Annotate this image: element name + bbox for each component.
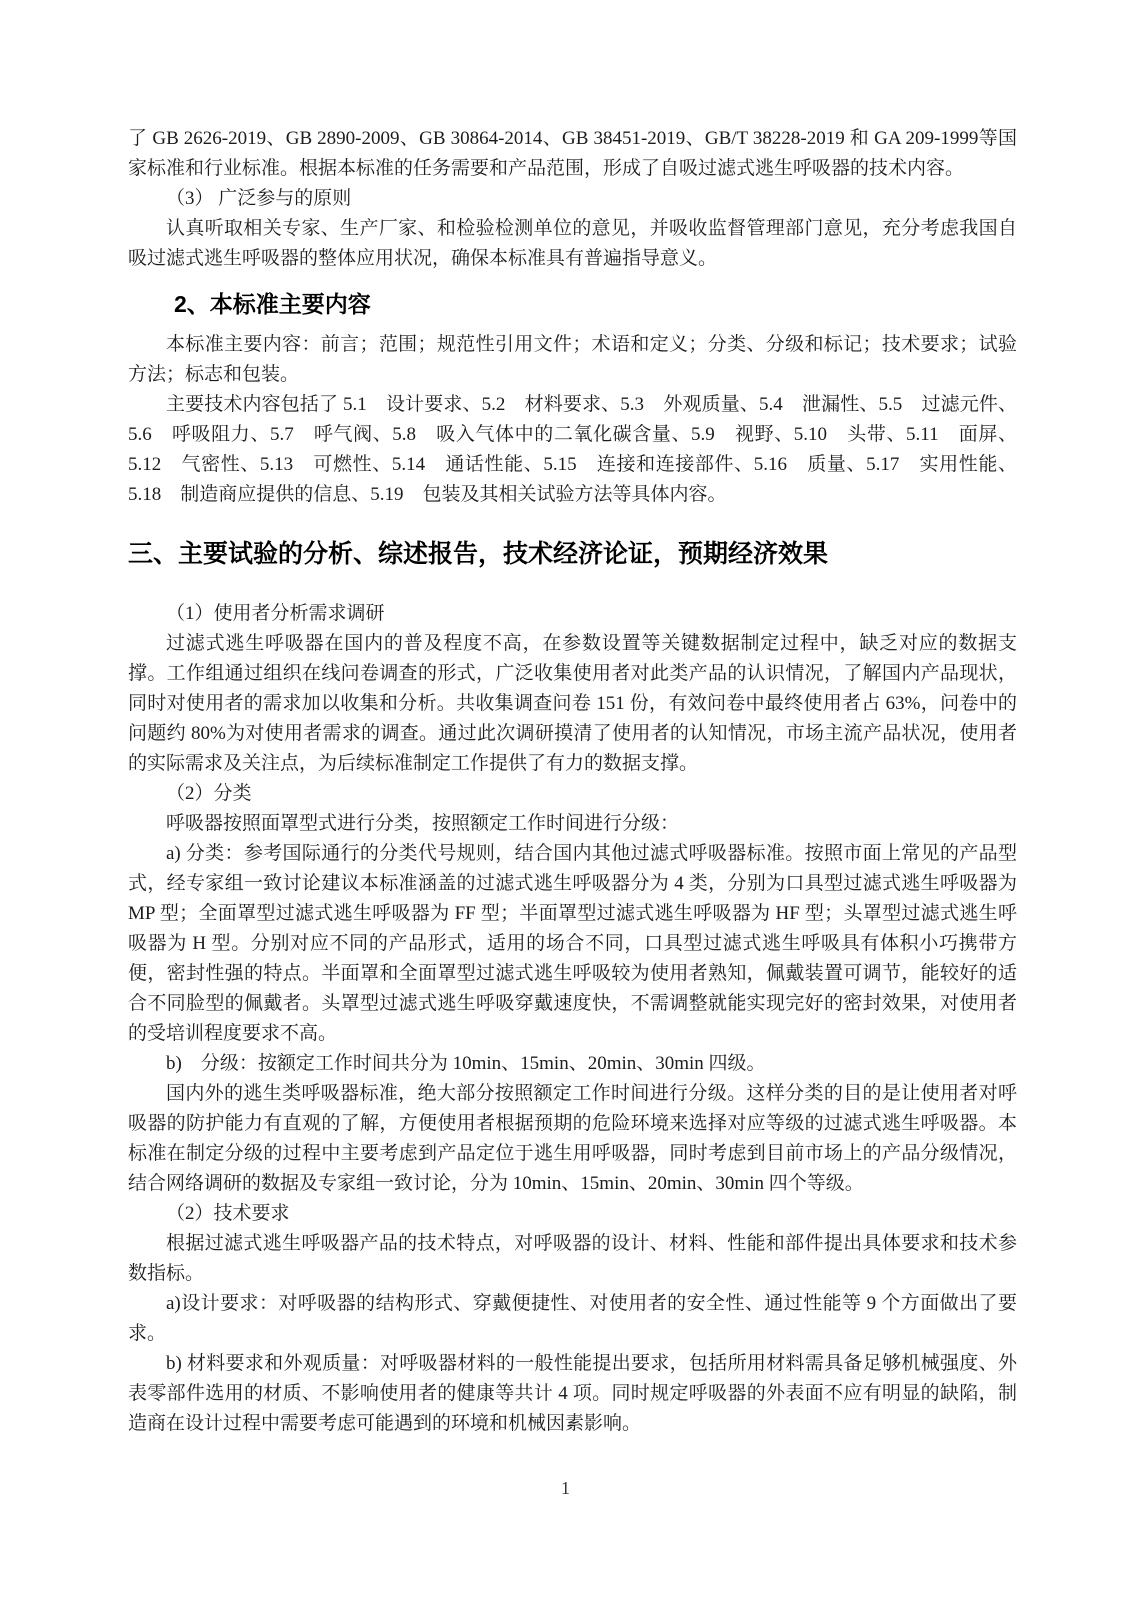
paragraph-classification-a: a) 分类：参考国际通行的分类代号规则，结合国内其他过滤式呼吸器标准。按照市面上常见的产品型式，经专家组一致讨论建议本标准涵盖的过滤式逃生呼吸器分为 4 类，分别为口具型过滤式逃生呼吸器为 MP 型；全面罩型过滤式逃生呼吸器为 FF 型；半面罩型过滤式逃生呼吸器为 HF 型；头罩型过滤式逃生呼吸器为 H 型。分别对应不同的产品形式，适用的场合不同，口具型过滤式逃生呼吸具有体积小巧携带方便，密封性强的特点。半面罩和全面罩型过滤式逃生呼吸较为使用者熟知，佩戴装置可调节，能较好的适合不同脸型的佩戴者。头罩型过滤式逃生呼吸穿戴速度快，不需调整就能实现完好的密封效果，对使用者的受培训程度要求不高。: [128, 843, 1017, 1044]
paragraph-standard-contents: 本标准主要内容：前言；范围；规范性引用文件；术语和定义；分类、分级和标记；技术要求；试验方法；标志和包装。: [128, 334, 1017, 385]
paragraph-standards-references: 了 GB 2626-2019、GB 2890-2009、GB 30864-2014、GB 38451-2019、GB/T 38228-2019 和 GA 209-1999等国家标准和行业标准。根据本标准的任务需要和产品范围，形成了自吸过滤式逃生呼吸器的技术内容。: [128, 128, 1017, 179]
paragraph-technical-requirements-heading: （2）技术要求: [166, 1203, 290, 1224]
paragraph-design-requirements: a)设计要求：对呼吸器的结构形式、穿戴便捷性、对使用者的安全性、通过性能等 9 个方面做出了要求。: [128, 1293, 1017, 1344]
paragraph-principle-3-body: 认真听取相关专家、生产厂家、和检验检测单位的意见，并吸收监督管理部门意见，充分考虑我国自吸过滤式逃生呼吸器的整体应用状况，确保本标准具有普遍指导意义。: [128, 218, 1017, 269]
page-number: 1: [561, 1478, 570, 1498]
paragraph-classification-heading: （2）分类: [166, 783, 252, 804]
paragraph-material-requirements: b) 材料要求和外观质量：对呼吸器材料的一般性能提出要求，包括所用材料需具备足够机械强度、外表零部件选用的材质、不影响使用者的健康等共计 4 项。同时规定呼吸器的外表面不应有明显的缺陷，制造商在设计过程中需要考虑可能遇到的环境和机械因素影响。: [128, 1353, 1017, 1434]
paragraph-technical-contents-list: 主要技术内容包括了 5.1 设计要求、5.2 材料要求、5.3 外观质量、5.4 泄漏性、5.5 过滤元件、5.6 呼吸阻力、5.7 呼气阀、5.8 吸入气体中的二氧化碳含量、5.9 视野、5.10 头带、5.11 面屏、5.12 气密性、5.13 可燃性、5.14 通话性能、5.15 连接和连接部件、5.16 质量、5.17 实用性能、5.18 制造商应提供的信息、5.19 包装及其相关试验方法等具体内容。: [128, 394, 1017, 505]
paragraph-principle-3-heading: （3） 广泛参与的原则: [166, 188, 352, 209]
paragraph-grading-body: 国内外的逃生类呼吸器标准，绝大部分按照额定工作时间进行分级。这样分类的目的是让使用者对呼吸器的防护能力有直观的了解，方便使用者根据预期的危险环境来选择对应等级的过滤式逃生呼吸器。本标准在制定分级的过程中主要考虑到产品定位于逃生用呼吸器，同时考虑到目前市场上的产品分级情况，结合网络调研的数据及专家组一致讨论，分为 10min、15min、20min、30min 四个等级。: [128, 1083, 1017, 1194]
section-heading-main-content: 2、本标准主要内容: [174, 291, 371, 317]
paragraph-user-survey-body: 过滤式逃生呼吸器在国内的普及程度不高，在参数设置等关键数据制定过程中，缺乏对应的数据支撑。工作组通过组织在线问卷调查的形式，广泛收集使用者对此类产品的认识情况，了解国内产品现状，同时对使用者的需求加以收集和分析。共收集调查问卷 151 份，有效问卷中最终使用者占 63%，问卷中的问题约 80%为对使用者需求的调查。通过此次调研摸清了使用者的认知情况，市场主流产品状况，使用者的实际需求及关注点，为后续标准制定工作提供了有力的数据支撑。: [128, 633, 1017, 774]
paragraph-grading-b: b) 分级：按额定工作时间共分为 10min、15min、20min、30min 四级。: [166, 1053, 766, 1074]
paragraph-user-survey-heading: （1）使用者分析需求调研: [166, 603, 385, 624]
section-heading-analysis-report: 三、主要试验的分析、综述报告，技术经济论证，预期经济效果: [128, 540, 829, 568]
paragraph-classification-intro: 呼吸器按照面罩型式进行分类，按照额定工作时间进行分级：: [166, 813, 680, 834]
paragraph-technical-requirements-intro: 根据过滤式逃生呼吸器产品的技术特点，对呼吸器的设计、材料、性能和部件提出具体要求和技术参数指标。: [128, 1233, 1017, 1284]
